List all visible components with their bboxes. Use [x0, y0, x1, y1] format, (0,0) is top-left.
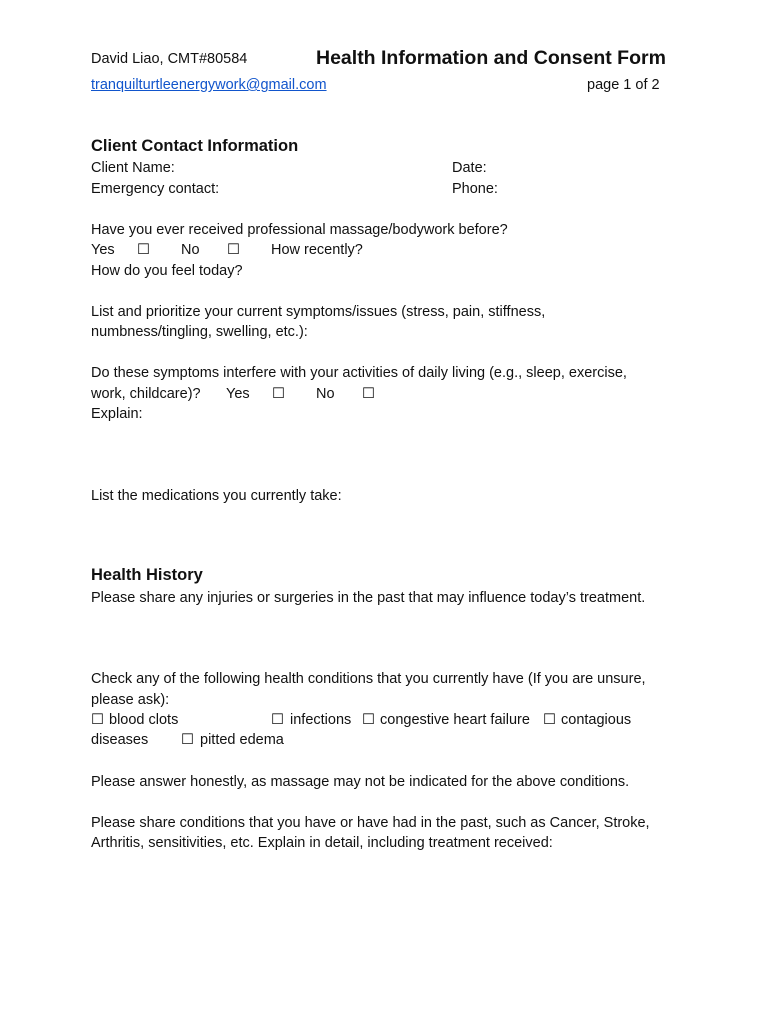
client-name-label: Client Name:	[91, 160, 175, 176]
contact-heading: Client Contact Information	[91, 137, 299, 155]
symptoms-line-2: numbness/tingling, swelling, etc.):	[91, 324, 308, 340]
symptoms-line-1: List and prioritize your current symptoms/issues (stress, pain, stiffness,	[91, 304, 546, 320]
no-label: No	[181, 242, 200, 258]
condition-label: pitted edema	[200, 732, 284, 748]
how-recently-label: How recently?	[271, 242, 363, 258]
medications-label: List the medications you currently take:	[91, 488, 342, 504]
honesty-note: Please answer honestly, as massage may not be indicated for the above conditions.	[91, 774, 630, 790]
conditions-line-2: please ask):	[91, 692, 170, 708]
massage-yes-checkbox[interactable]: ☐	[137, 242, 150, 258]
condition-label: contagious	[561, 712, 632, 728]
condition-label: diseases	[91, 732, 149, 748]
date-label: Date:	[452, 160, 487, 176]
condition-label: blood clots	[109, 712, 179, 728]
interfere-line-2: work, childcare)?	[91, 386, 201, 402]
contagious-diseases-checkbox[interactable]: ☐	[543, 712, 556, 728]
past-conditions-line-2: Arthritis, sensitivities, etc. Explain in detail, including treatment received:	[91, 835, 553, 851]
interfere-no-label: No	[316, 386, 335, 402]
practitioner-name: David Liao, CMT#80584	[91, 51, 248, 67]
health-history-heading: Health History	[91, 566, 203, 584]
conditions-line-1: Check any of the following health conditions that you currently have (If you are unsure,	[91, 671, 646, 687]
phone-label: Phone:	[452, 181, 498, 197]
interfere-no-checkbox[interactable]: ☐	[362, 386, 375, 402]
injuries-prompt: Please share any injuries or surgeries in the past that may influence today’s treatment.	[91, 590, 646, 606]
past-conditions-line-1: Please share conditions that you have or have had in the past, such as Cancer, Stroke,	[91, 815, 650, 831]
form-title: Health Information and Consent Form	[316, 47, 666, 69]
yes-label: Yes	[91, 242, 115, 258]
condition-label: congestive heart failure	[380, 712, 530, 728]
infections-checkbox[interactable]: ☐	[271, 712, 284, 728]
interfere-yes-checkbox[interactable]: ☐	[272, 386, 285, 402]
interfere-line-1: Do these symptoms interfere with your activities of daily living (e.g., sleep, exercise,	[91, 365, 627, 381]
pitted-edema-checkbox[interactable]: ☐	[181, 732, 194, 748]
page-number: page 1 of 2	[587, 77, 660, 93]
massage-question: Have you ever received professional massage/bodywork before?	[91, 222, 508, 238]
interfere-yes-label: Yes	[226, 386, 250, 402]
explain-label: Explain:	[91, 406, 143, 422]
email-link[interactable]: tranquilturtleenergywork@gmail.com	[91, 77, 327, 93]
massage-no-checkbox[interactable]: ☐	[227, 242, 240, 258]
condition-label: infections	[290, 712, 352, 728]
feel-today-label: How do you feel today?	[91, 263, 243, 279]
emergency-contact-label: Emergency contact:	[91, 181, 220, 197]
blood-clots-checkbox[interactable]: ☐	[91, 712, 104, 728]
chf-checkbox[interactable]: ☐	[362, 712, 375, 728]
